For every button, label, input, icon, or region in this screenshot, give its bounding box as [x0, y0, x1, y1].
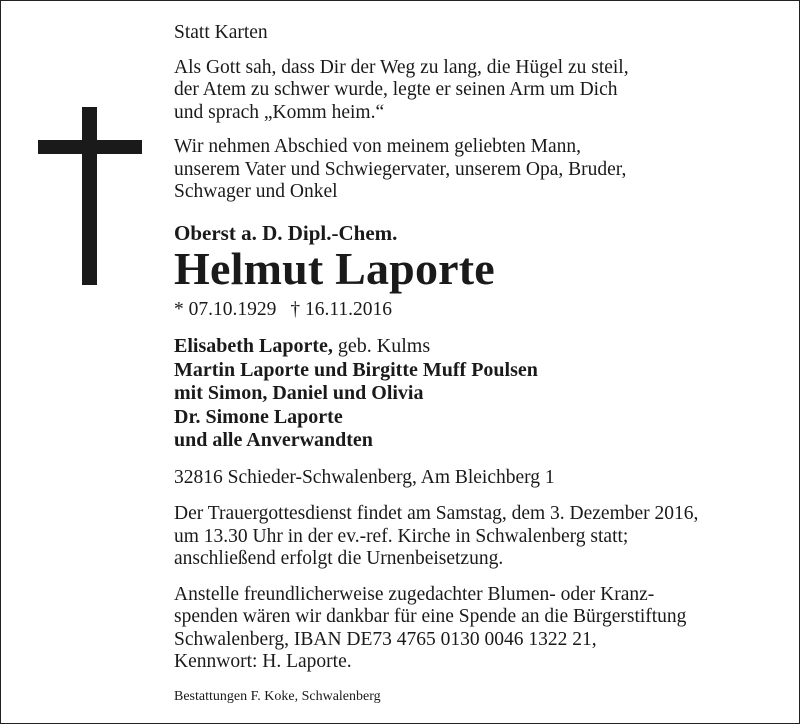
mourner-suffix: geb. Kulms [332, 335, 431, 357]
deceased-title: Oberst a. D. Dipl.-Chem. [174, 220, 398, 245]
death-date: † 16.11.2016 [290, 298, 393, 320]
obituary-text [174, 22, 784, 706]
service-text: Der Trauergottesdienst findet am Samstag, dem 3. Dezember 2016, um 13.30 Uhr in der ev.-ref. Kirche in Schwalenberg statt; anschließend erfolgt die Urnenbeisetzung. [174, 503, 699, 569]
mourner-name: Elisabeth Laporte, [174, 335, 333, 357]
mourners-list [174, 335, 784, 453]
address-text: 32816 Schieder-Schwalenberg, Am Bleichberg 1 [174, 466, 555, 488]
undertaker-text: Bestattungen F. Koke, Schwalenberg [174, 688, 381, 704]
life-dates [174, 299, 784, 322]
farewell-text: Wir nehmen Abschied von meinem geliebten Mann, unserem Vater und Schwiegervater, unserem Opa, Bruder, Schwager und Onkel [174, 136, 627, 202]
mourner-line: Dr. Simone Laporte [174, 405, 343, 428]
verse-text: Als Gott sah, dass Dir der Weg zu lang, die Hügel zu steil, der Atem zu schwer wurde, legte er seinen Arm um Dich und sprach „Komm heim.“ [174, 56, 629, 123]
mourner-line: mit Simon, Daniel und Olivia [174, 382, 424, 404]
donation-text: Anstelle freundlicherweise zugedachter Blumen- oder Kranz- spenden wären wir dankbar für eine Spende an die Bürgerstiftung Schwalenberg, IBAN DE73 4765 0130 0046 1322 21, Kennwort: H. Laporte. [174, 583, 687, 672]
cross-vertical-bar [82, 107, 97, 285]
deceased-name: Helmut Laporte [174, 242, 495, 294]
mourner-line: und alle Anverwandten [174, 429, 373, 451]
header-text: Statt Karten [174, 22, 268, 43]
cross-horizontal-bar [38, 140, 142, 154]
birth-date: * 07.10.1929 [174, 298, 277, 320]
mourner-line [174, 335, 784, 359]
mourner-line: Martin Laporte und Birgitte Muff Poulsen [174, 358, 538, 381]
